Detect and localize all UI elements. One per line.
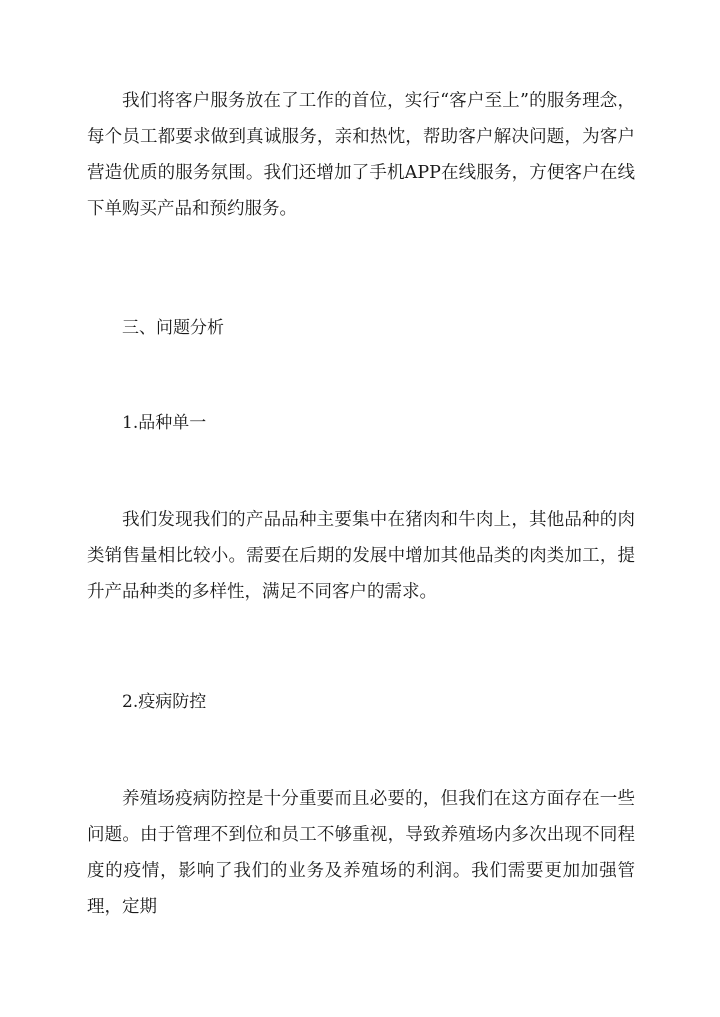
paragraph-disease-control: 养殖场疫病防控是十分重要而且必要的，但我们在这方面存在一些问题。由于管理不到位和员工不够重视，导致养殖场内多次出现不同程度的疫情，影响了我们的业务及养殖场的利润。我们需要更加加强管理，定期 (87, 789, 635, 917)
paragraph-customer-service: 我们将客户服务放在了工作的首位，实行“客户至上”的服务理念，每个员工都要求做到真诚服务，亲和热忱，帮助客户解决问题，为客户营造优质的服务氛围。我们还增加了手机APP在线服务，方便客户在线下单购买产品和预约服务。 (87, 91, 635, 219)
subheading-single-variety: 1.品种单一 (122, 413, 207, 433)
paragraph-product-variety: 我们发现我们的产品品种主要集中在猪肉和牛肉上，其他品种的肉类销售量相比较小。需要在后期的发展中增加其他品类的肉类加工，提升产品种类的多样性，满足不同客户的需求。 (87, 510, 635, 602)
section-heading-problem-analysis: 三、问题分析 (122, 318, 224, 338)
subheading-disease-control: 2.疫病防控 (122, 692, 207, 712)
